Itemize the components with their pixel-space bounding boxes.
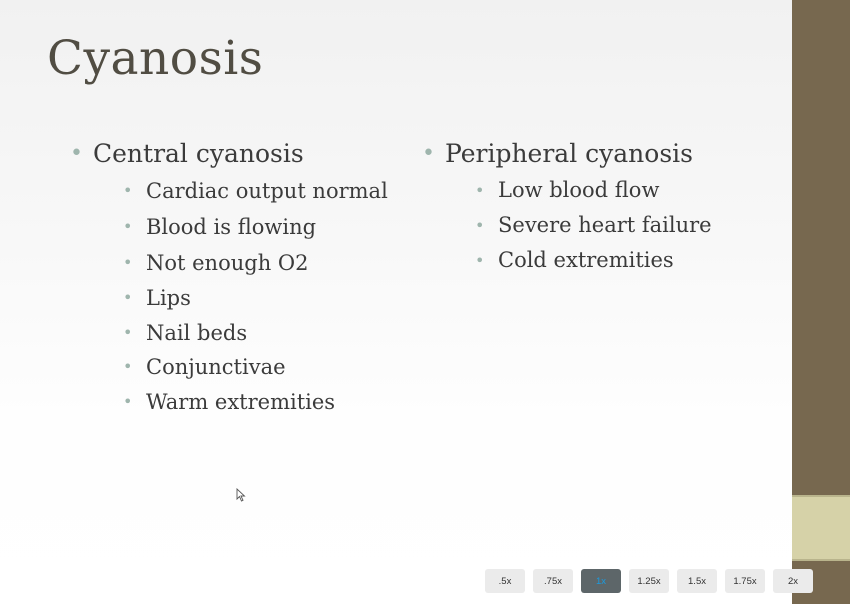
sub-bullet-text: Blood is flowing bbox=[146, 215, 317, 239]
sub-bullet bbox=[445, 243, 712, 278]
sub-list bbox=[445, 173, 712, 278]
sub-bullet bbox=[93, 209, 388, 245]
sub-bullet bbox=[445, 208, 712, 243]
arrow-cursor-icon bbox=[236, 488, 246, 502]
bullet-icon: • bbox=[475, 251, 485, 270]
sub-bullet bbox=[93, 316, 388, 351]
bullet-icon: • bbox=[123, 253, 133, 272]
bullet-icon: • bbox=[123, 181, 133, 200]
bullet-icon: • bbox=[123, 357, 133, 376]
speed-button-0.5x[interactable]: .5x bbox=[485, 569, 525, 593]
bullet-text: Peripheral cyanosis bbox=[445, 139, 693, 168]
slide-title: Cyanosis bbox=[47, 31, 264, 86]
bullet-central-cyanosis bbox=[68, 137, 388, 419]
left-column bbox=[68, 137, 388, 419]
bullet-icon: • bbox=[123, 217, 133, 236]
bullet-icon: • bbox=[123, 391, 133, 411]
speed-button-1.5x[interactable]: 1.5x bbox=[677, 569, 717, 593]
sub-bullet-text: Low blood flow bbox=[498, 178, 660, 202]
bullet-peripheral-cyanosis bbox=[420, 137, 712, 278]
sub-bullet-text: Not enough O2 bbox=[146, 251, 309, 275]
sub-bullet-text: Cold extremities bbox=[498, 248, 674, 272]
sub-bullet-text: Nail beds bbox=[146, 320, 248, 345]
speed-button-1.75x[interactable]: 1.75x bbox=[725, 569, 765, 593]
sub-bullet bbox=[93, 281, 388, 316]
speed-button-1x[interactable]: 1x bbox=[581, 569, 621, 593]
bullet-text: Central cyanosis bbox=[93, 139, 304, 168]
sub-list bbox=[93, 173, 388, 419]
bullet-icon: • bbox=[123, 322, 133, 342]
bullet-icon: • bbox=[475, 216, 485, 235]
sub-bullet bbox=[445, 173, 712, 208]
right-column bbox=[420, 137, 712, 278]
sub-bullet bbox=[93, 350, 388, 385]
bullet-icon: • bbox=[422, 141, 435, 166]
sub-bullet-text: Conjunctivae bbox=[146, 355, 286, 379]
sub-bullet bbox=[93, 173, 388, 209]
sub-bullet-text: Lips bbox=[146, 286, 191, 310]
speed-button-1.25x[interactable]: 1.25x bbox=[629, 569, 669, 593]
sidebar-accent-block bbox=[792, 497, 850, 559]
sub-bullet-text: Cardiac output normal bbox=[146, 179, 388, 203]
sub-bullet bbox=[93, 385, 388, 420]
sidebar-divider bbox=[792, 559, 850, 561]
playback-speed-bar bbox=[485, 569, 813, 593]
speed-button-2x[interactable]: 2x bbox=[773, 569, 813, 593]
speed-button-0.75x[interactable]: .75x bbox=[533, 569, 573, 593]
sub-bullet bbox=[93, 245, 388, 281]
bullet-icon: • bbox=[70, 141, 83, 166]
bullet-icon: • bbox=[475, 181, 485, 200]
sub-bullet-text: Severe heart failure bbox=[498, 213, 712, 237]
decorative-sidebar bbox=[792, 0, 850, 604]
bullet-icon: • bbox=[123, 288, 133, 307]
sub-bullet-text: Warm extremities bbox=[146, 389, 336, 414]
